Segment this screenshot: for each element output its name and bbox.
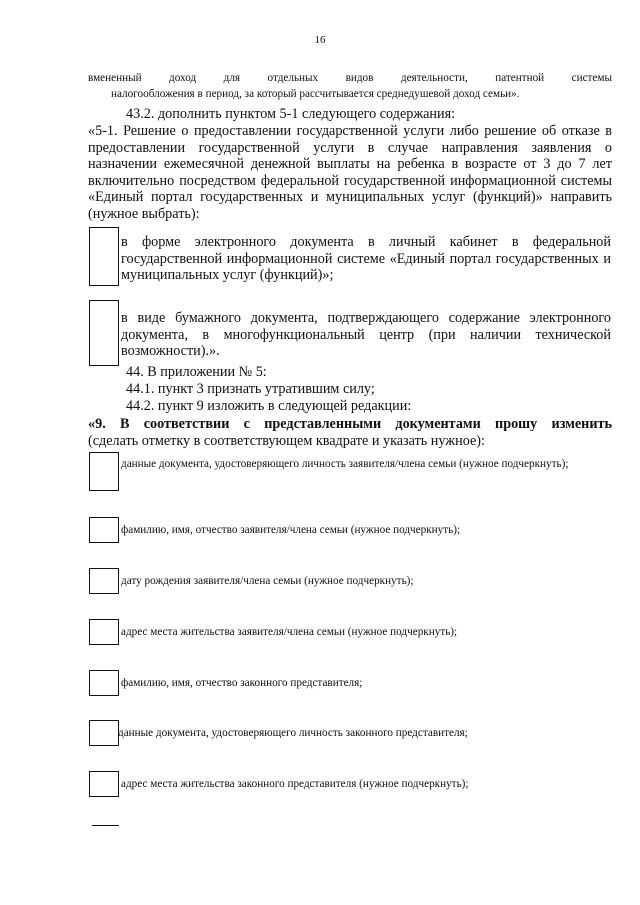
change-option-text-1: данные документа, удостоверяющего личность заявителя/члена семьи (нужное подчеркнуть);: [121, 458, 569, 470]
change-option-text-5: фамилию, имя, отчество законного представителя;: [121, 677, 363, 689]
electronic-option-text: в форме электронного документа в личный кабинет в федеральной государственной информационной системе «Единый портал государственных и муниципальных услуг (функций)»;: [121, 234, 611, 284]
change-option-checkbox-2[interactable]: [89, 517, 119, 543]
clause-9-instruction: (сделать отметку в соответствующем квадрате и указать нужное):: [88, 433, 485, 449]
change-option-text-7: адрес места жительства законного представителя (нужное подчеркнуть);: [121, 778, 469, 790]
change-option-checkbox-6[interactable]: [89, 720, 119, 746]
clause-44-2: 44.2. пункт 9 изложить в следующей редакции:: [126, 398, 412, 414]
change-option-checkbox-7[interactable]: [89, 771, 119, 797]
change-option-text-2: фамилию, имя, отчество заявителя/члена семьи (нужное подчеркнуть);: [121, 524, 461, 536]
clause-44: 44. В приложении № 5:: [126, 364, 267, 380]
intro-line-2: налогообложения в период, за который рассчитывается среднедушевой доход семьи».: [111, 88, 520, 100]
clause-43-2: 43.2. дополнить пунктом 5-1 следующего содержания:: [126, 106, 456, 122]
clause-9-heading: «9. В соответствии с представленными документами прошу изменить: [88, 416, 612, 432]
electronic-option-checkbox[interactable]: [89, 227, 119, 286]
paper-option-text: в виде бумажного документа, подтверждающего содержание электронного документа, в многофункциональный центр (при наличии технической возможности).».: [121, 310, 611, 360]
change-option-text-6: данные документа, удостоверяющего личность законного представителя;: [118, 727, 468, 739]
clause-44-1: 44.1. пункт 3 признать утратившим силу;: [126, 381, 375, 397]
change-option-text-4: адрес места жительства заявителя/члена семьи (нужное подчеркнуть);: [121, 626, 458, 638]
change-option-checkbox-1[interactable]: [89, 452, 119, 491]
change-option-checkbox-5[interactable]: [89, 670, 119, 696]
change-option-text-3: дату рождения заявителя/члена семьи (нужное подчеркнуть);: [121, 575, 414, 587]
clause-5-1: «5-1. Решение о предоставлении государственной услуги либо решение об отказе в предоставлении государственной услуги в случае направления заявления о назначении ежемесячной денежной выплаты на ребенка в возрасте от 3 до 7 лет включительно посредством федеральной государственной информационной системы «Единый портал государственных и муниципальных услуг (функций)» направить (нужное выбрать):: [88, 123, 612, 222]
change-option-checkbox-3[interactable]: [89, 568, 119, 594]
next-checkbox-top-edge: [92, 825, 119, 826]
change-option-checkbox-4[interactable]: [89, 619, 119, 645]
intro-line-1: вмененный доход для отдельных видов деятельности, патентной системы: [88, 72, 612, 84]
page-number: 16: [314, 34, 326, 46]
paper-option-checkbox[interactable]: [89, 300, 119, 366]
